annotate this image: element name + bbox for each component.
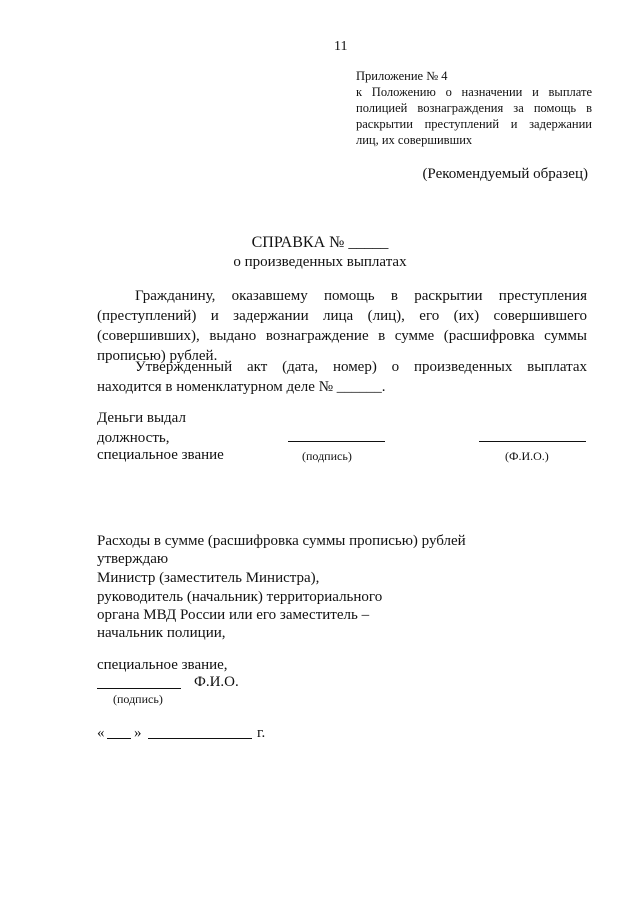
approval-signature-line: [97, 688, 181, 689]
appendix-line: лиц, их совершивших: [356, 133, 473, 147]
approval-line: Министр (заместитель Министра),: [97, 570, 320, 586]
position-label: должность,: [97, 430, 170, 446]
appendix-line: к Положению о назначении и выплате: [356, 85, 592, 99]
date-year-suffix: г.: [257, 725, 266, 741]
appendix-line: раскрытии преступлений и задержании: [356, 117, 592, 131]
signature-caption: (подпись): [302, 449, 352, 463]
fio-caption: (Ф.И.О.): [505, 449, 549, 463]
page-number: 11: [334, 39, 348, 54]
special-rank-label: специальное звание: [97, 447, 224, 463]
appendix-header: [356, 68, 592, 148]
appendix-line: Приложение № 4: [356, 69, 448, 83]
paragraph-line: Утвержденный акт (дата, номер) о произведенных выплатах: [135, 359, 587, 375]
date-close-quote: »: [134, 725, 142, 741]
approval-line: начальник полиции,: [97, 625, 226, 641]
approval-line: органа МВД России или его заместитель –: [97, 607, 370, 623]
paragraph-line: (преступлений) и задержании лица (лиц), его (их) совершившего: [97, 308, 587, 324]
approval-line: утверждаю: [97, 551, 169, 567]
date-open-quote: «: [97, 725, 105, 741]
paragraph-reward: [97, 286, 587, 366]
paragraph-line: Гражданину, оказавшему помощь в раскрытии преступления: [135, 288, 587, 304]
paragraph-line: находится в номенклатурном деле № ______.: [97, 379, 386, 395]
approval-fio-label: Ф.И.О.: [194, 674, 239, 690]
date-month-line: [148, 738, 252, 739]
money-issued-label: Деньги выдал: [97, 410, 186, 426]
paragraph-line: прописью) рублей.: [97, 348, 218, 364]
paragraph-line: (совершивших), выдано вознаграждение в сумме (расшифровка суммы: [97, 328, 587, 344]
date-day-line: [107, 738, 131, 739]
recommended-sample-label: (Рекомендуемый образец): [422, 166, 588, 182]
fio-line: [479, 441, 586, 442]
approval-rank-label: специальное звание,: [97, 657, 228, 673]
approval-line: руководитель (начальник) территориального: [97, 589, 383, 605]
document-title: СПРАВКА № _____: [251, 234, 389, 251]
approval-line: Расходы в сумме (расшифровка суммы прописью) рублей: [97, 533, 466, 549]
signature-line: [288, 441, 385, 442]
paragraph-act: [97, 357, 587, 397]
appendix-line: полицией вознаграждения за помощь в: [356, 101, 592, 115]
document-subtitle: о произведенных выплатах: [233, 254, 407, 270]
approval-signature-caption: (подпись): [113, 692, 163, 706]
